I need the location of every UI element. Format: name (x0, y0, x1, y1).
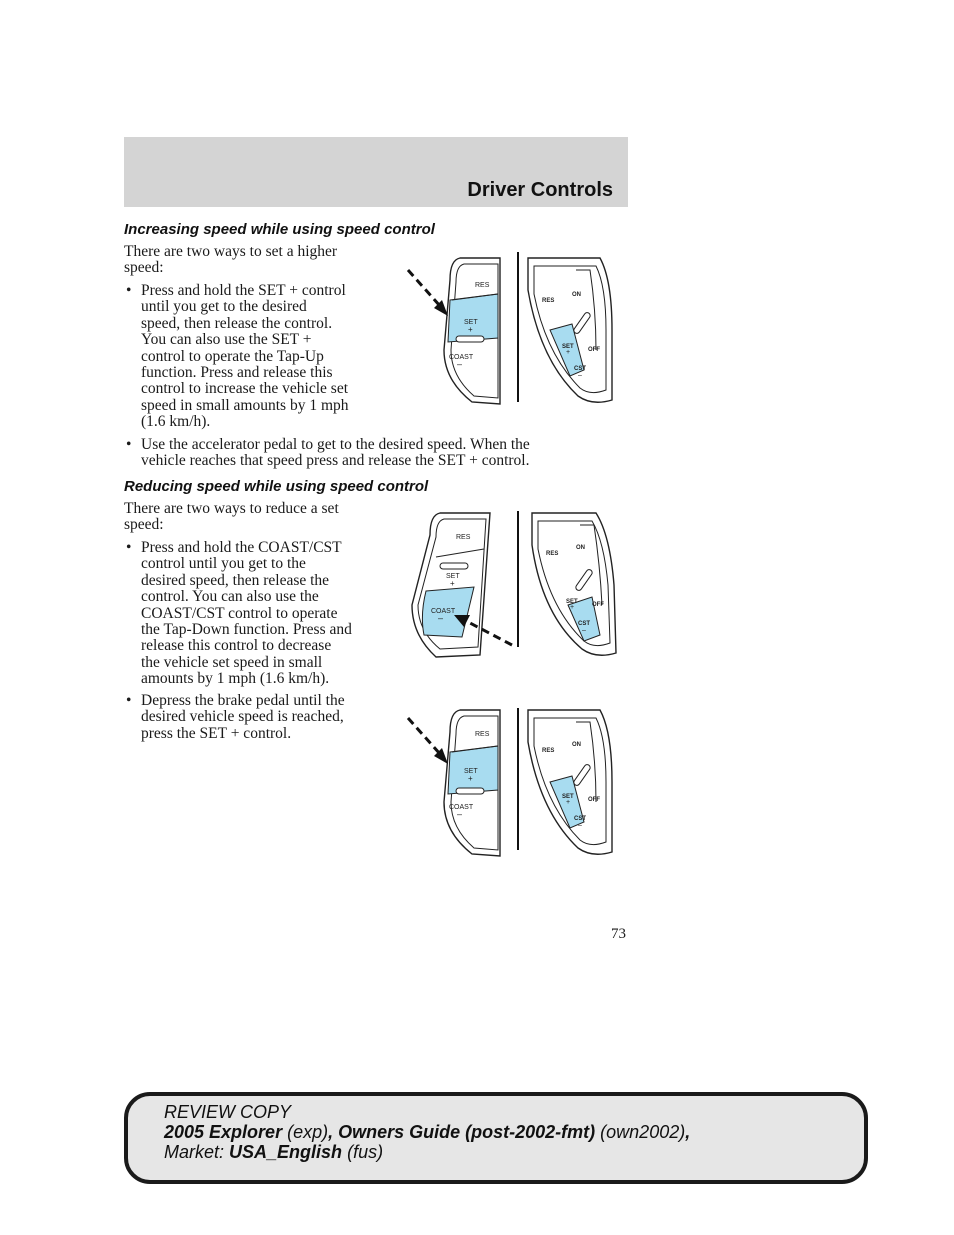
speed-control-figure-coast-decrease (400, 505, 620, 665)
svg-text:+: + (566, 799, 571, 806)
guide-code: (own2002) (600, 1122, 686, 1142)
svg-text:OFF: OFF (592, 602, 604, 608)
svg-text:–: – (438, 613, 444, 623)
svg-text:OFF: OFF (588, 797, 600, 803)
svg-text:–: – (457, 809, 463, 819)
guide-comma: , (685, 1122, 691, 1142)
svg-text:+: + (468, 325, 473, 334)
bullet-marker: • (126, 692, 132, 709)
pointer-arrow (408, 718, 448, 764)
svg-text:RES: RES (542, 298, 555, 304)
svg-text:SET: SET (562, 344, 574, 350)
svg-text:RES: RES (546, 551, 559, 557)
svg-text:SET: SET (562, 794, 574, 800)
svg-text:CST: CST (574, 816, 586, 822)
model-name: 2005 Explorer (164, 1122, 283, 1142)
svg-text:RES: RES (475, 282, 490, 289)
right-control-pod (528, 258, 612, 402)
svg-text:SET: SET (464, 768, 478, 775)
speed-control-figure-set-resume (400, 702, 620, 862)
bullet-marker: • (126, 436, 132, 453)
svg-text:CST: CST (574, 366, 586, 372)
right-control-pod (532, 513, 616, 655)
svg-text:SET: SET (566, 599, 578, 605)
pointer-arrow (408, 270, 448, 316)
svg-text:CST: CST (578, 621, 590, 627)
svg-text:COAST: COAST (431, 608, 456, 615)
model-code: (exp) (287, 1122, 329, 1142)
svg-text:+: + (570, 604, 575, 611)
svg-text:RES: RES (456, 534, 471, 541)
intro-increasing: There are two ways to set a higher speed: (124, 243, 338, 277)
svg-text:ON: ON (576, 545, 585, 551)
bullet-marker: • (126, 282, 132, 299)
svg-text:COAST: COAST (449, 804, 474, 811)
svg-text:–: – (578, 372, 582, 379)
svg-text:COAST: COAST (449, 354, 474, 361)
svg-text:+: + (450, 579, 455, 588)
left-control-pod (444, 710, 500, 856)
left-control-pod (444, 258, 500, 404)
page-title: Driver Controls (467, 179, 613, 201)
svg-text:+: + (468, 774, 473, 783)
section-heading-increasing: Increasing speed while using speed control (124, 221, 435, 238)
guide-name: , Owners Guide (post-2002-fmt) (328, 1122, 596, 1142)
svg-text:–: – (582, 627, 586, 634)
market-code: (fus) (347, 1142, 384, 1162)
svg-text:OFF: OFF (588, 347, 600, 353)
review-copy-label: REVIEW COPY (164, 1102, 292, 1122)
svg-text:ON: ON (572, 292, 581, 298)
svg-text:+: + (566, 349, 571, 356)
page-number: 73 (611, 926, 626, 942)
review-copy-box (124, 1092, 868, 1184)
svg-text:RES: RES (542, 748, 555, 754)
svg-text:RES: RES (475, 731, 490, 738)
set-button-highlight (448, 294, 498, 342)
right-control-pod (528, 710, 612, 854)
market-label: Market: (164, 1142, 225, 1162)
svg-text:SET: SET (446, 573, 460, 580)
svg-text:SET: SET (464, 319, 478, 326)
header-band (124, 137, 628, 207)
speed-control-figure-set-increase (400, 250, 620, 410)
bullet-marker: • (126, 539, 132, 556)
section-heading-reducing: Reducing speed while using speed control (124, 478, 429, 495)
svg-text:–: – (578, 822, 582, 829)
svg-text:–: – (457, 359, 463, 369)
market-value: USA_English (229, 1142, 343, 1162)
intro-reducing: There are two ways to reduce a set speed: (124, 500, 339, 534)
svg-text:ON: ON (572, 742, 581, 748)
left-control-pod (412, 513, 490, 657)
